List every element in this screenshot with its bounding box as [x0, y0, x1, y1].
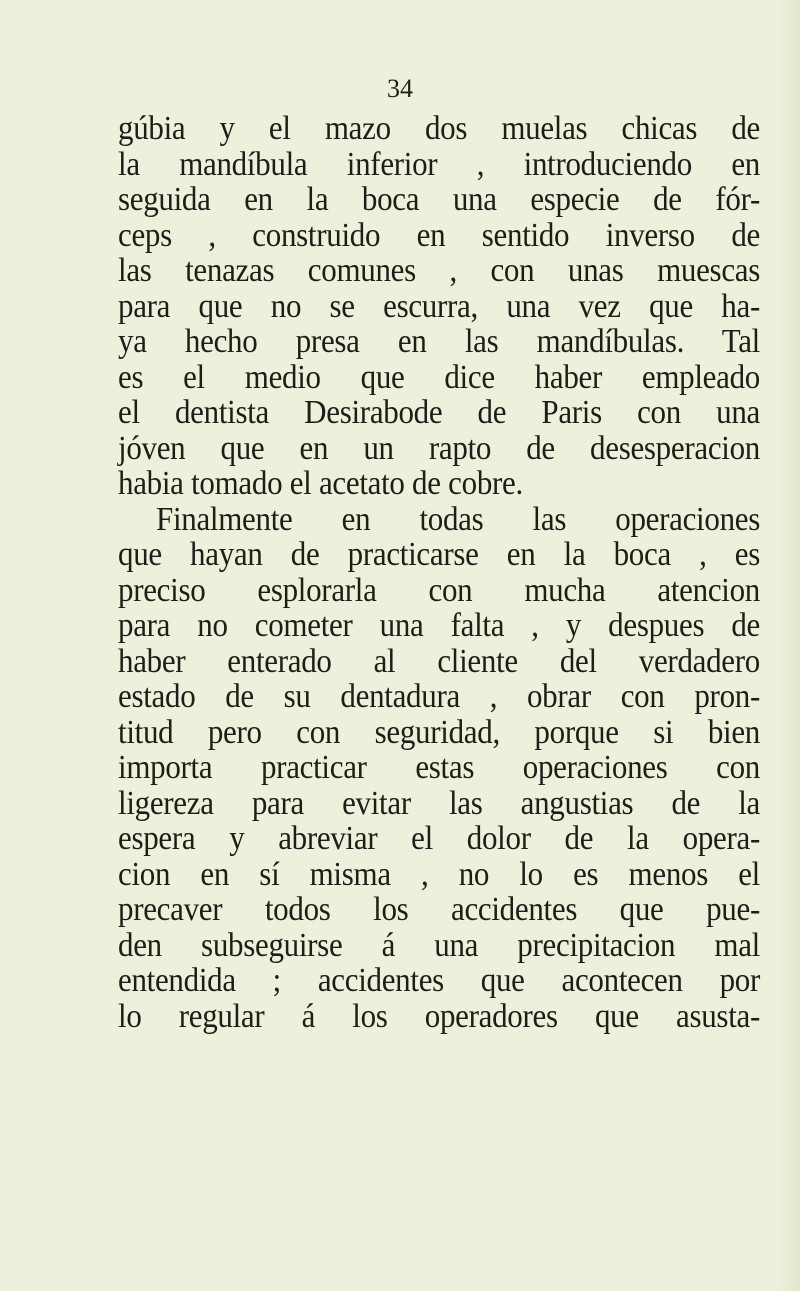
text-line: habia tomado el acetato de cobre. [118, 463, 523, 502]
text-line: para que no se escurra, una vez que ha- [118, 286, 760, 324]
text-line: ya hecho presa en las mandíbulas. Tal [118, 321, 760, 360]
text-line: jóven que en un rapto de desesperacion [118, 428, 760, 466]
page-number: 34 [387, 74, 413, 103]
body-text [118, 110, 760, 1033]
text-line: que hayan de practicarse en la boca , es [118, 534, 760, 573]
text-line: el dentista Desirabode de Paris con una [118, 392, 760, 431]
page-edge-shadow [778, 0, 800, 1291]
text-line: ligereza para evitar las angustias de la [118, 783, 760, 821]
text-line: preciso esplorarla con mucha atencion [118, 570, 760, 608]
text-line: entendida ; accidentes que acontecen por [118, 960, 760, 999]
text-line: lo regular á los operadores que asusta- [118, 996, 760, 1034]
text-line: importa practicar estas operaciones con [118, 747, 760, 786]
text-line: den subseguirse á una precipitacion mal [118, 925, 760, 963]
text-line: precaver todos los accidentes que pue- [118, 889, 760, 928]
text-line: seguida en la boca una especie de fór- [118, 179, 760, 218]
text-line: gúbia y el mazo dos muelas chicas de [118, 108, 760, 147]
text-line: espera y abreviar el dolor de la opera- [118, 818, 760, 857]
text-line: haber enterado al cliente del verdadero [118, 641, 760, 679]
text-line: la mandíbula inferior , introduciendo en [118, 144, 760, 182]
text-line: para no cometer una falta , y despues de [118, 605, 760, 644]
text-line: cion en sí misma , no lo es menos el [118, 854, 760, 892]
paragraph-start-line: Finalmente en todas las operaciones [156, 499, 760, 537]
text-line: estado de su dentadura , obrar con pron- [118, 676, 760, 715]
text-line: las tenazas comunes , con unas muescas [118, 250, 760, 289]
text-line: es el medio que dice haber empleado [118, 357, 760, 395]
text-line: titud pero con seguridad, porque si bien [118, 712, 760, 750]
text-line: ceps , construido en sentido inverso de [118, 215, 760, 253]
